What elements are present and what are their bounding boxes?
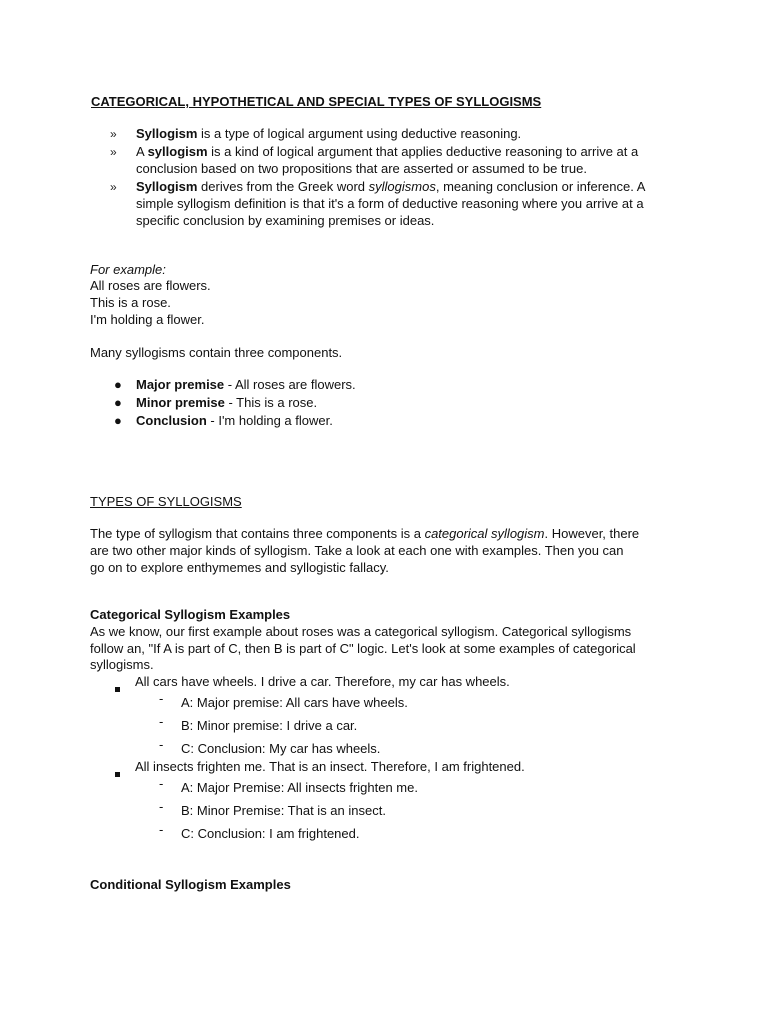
chevron-bullet-icon: » [110, 180, 117, 194]
categorical-para-line-2: follow an, "If A is part of C, then B is part of C" logic. Let's look at some examples of categorical [90, 641, 636, 656]
categorical-para-line-1: As we know, our first example about roses was a categorical syllogism. Categorical syllogisms [90, 624, 632, 639]
categorical-example-2-sub: A: Major Premise: All insects frighten me. [181, 780, 418, 795]
term-syllogism: syllogism [147, 144, 208, 159]
square-bullet-icon [115, 764, 120, 781]
intro-bullet-3-line-3: specific conclusion by examining premises or ideas. [136, 213, 435, 228]
component-text: - All roses are flowers. [224, 377, 356, 392]
categorical-example-2: All insects frighten me. That is an insect. Therefore, I am frightened. [135, 759, 525, 774]
bullet-dot-icon: ● [114, 395, 122, 410]
intro-bullet-2-pre: A [136, 144, 148, 159]
categorical-heading: Categorical Syllogism Examples [90, 607, 291, 622]
chevron-bullet-icon: » [110, 145, 117, 159]
chevron-bullet-icon: » [110, 127, 117, 141]
categorical-example-2-sub: C: Conclusion: I am frightened. [181, 826, 360, 841]
types-paragraph-line-3: go on to explore enthymemes and syllogistic fallacy. [90, 560, 389, 575]
term-syllogism: Syllogism [136, 179, 198, 194]
document-title: CATEGORICAL, HYPOTHETICAL AND SPECIAL TYPES OF SYLLOGISMS [91, 94, 542, 109]
categorical-example-1-sub: A: Major premise: All cars have wheels. [181, 695, 408, 710]
bullet-dot-icon: ● [114, 377, 122, 392]
categorical-example-1: All cars have wheels. I drive a car. Therefore, my car has wheels. [135, 674, 510, 689]
example-line: I'm holding a flower. [90, 312, 205, 327]
term-syllogism: Syllogism [136, 126, 198, 141]
types-para-text: The type of syllogism that contains three components is a [90, 526, 425, 541]
types-heading: TYPES OF SYLLOGISMS [90, 494, 242, 509]
types-para-text: . However, there [544, 526, 640, 541]
intro-bullet-1 [136, 125, 521, 142]
intro-bullet-3 [136, 178, 645, 195]
component-major-premise [136, 376, 356, 393]
categorical-para-line-3: syllogisms. [90, 657, 154, 672]
dash-bullet-icon: - [159, 714, 164, 729]
component-text: - I'm holding a flower. [206, 413, 333, 428]
types-paragraph-line-1 [90, 525, 639, 542]
categorical-example-1-sub: C: Conclusion: My car has wheels. [181, 741, 381, 756]
component-conclusion [136, 412, 333, 429]
categorical-example-1-sub: B: Minor premise: I drive a car. [181, 718, 358, 733]
dash-bullet-icon: - [159, 691, 164, 706]
types-paragraph-line-2: are two other major kinds of syllogism. Take a look at each one with examples. Then you can [90, 543, 624, 558]
intro-bullet-3-mid: derives from the Greek word [197, 179, 369, 194]
square-bullet-icon [115, 679, 120, 696]
intro-bullet-1-text: is a type of logical argument using deductive reasoning. [197, 126, 522, 141]
term-categorical-syllogism: categorical syllogism [424, 526, 545, 541]
component-term: Conclusion [136, 413, 207, 428]
dash-bullet-icon: - [159, 737, 164, 752]
bullet-dot-icon: ● [114, 413, 122, 428]
dash-bullet-icon: - [159, 776, 164, 791]
components-intro: Many syllogisms contain three components. [90, 345, 343, 360]
conditional-heading: Conditional Syllogism Examples [90, 877, 291, 892]
categorical-example-2-sub: B: Minor Premise: That is an insect. [181, 803, 386, 818]
dash-bullet-icon: - [159, 799, 164, 814]
dash-bullet-icon: - [159, 822, 164, 837]
example-label: For example: [90, 262, 166, 277]
component-text: - This is a rose. [224, 395, 318, 410]
intro-bullet-2 [136, 143, 638, 160]
component-term: Major premise [136, 377, 225, 392]
component-minor-premise [136, 394, 317, 411]
intro-bullet-3-line-2: simple syllogism definition is that it's a form of deductive reasoning where you arrive at a [136, 196, 644, 211]
intro-bullet-2-text: is a kind of logical argument that applies deductive reasoning to arrive at a [207, 144, 639, 159]
component-term: Minor premise [136, 395, 225, 410]
example-line: This is a rose. [90, 295, 171, 310]
term-syllogismos: syllogismos [368, 179, 436, 194]
intro-bullet-3-text: , meaning conclusion or inference. A [435, 179, 646, 194]
intro-bullet-2-line-2: conclusion based on two propositions that are asserted or assumed to be true. [136, 161, 587, 176]
example-line: All roses are flowers. [90, 278, 211, 293]
